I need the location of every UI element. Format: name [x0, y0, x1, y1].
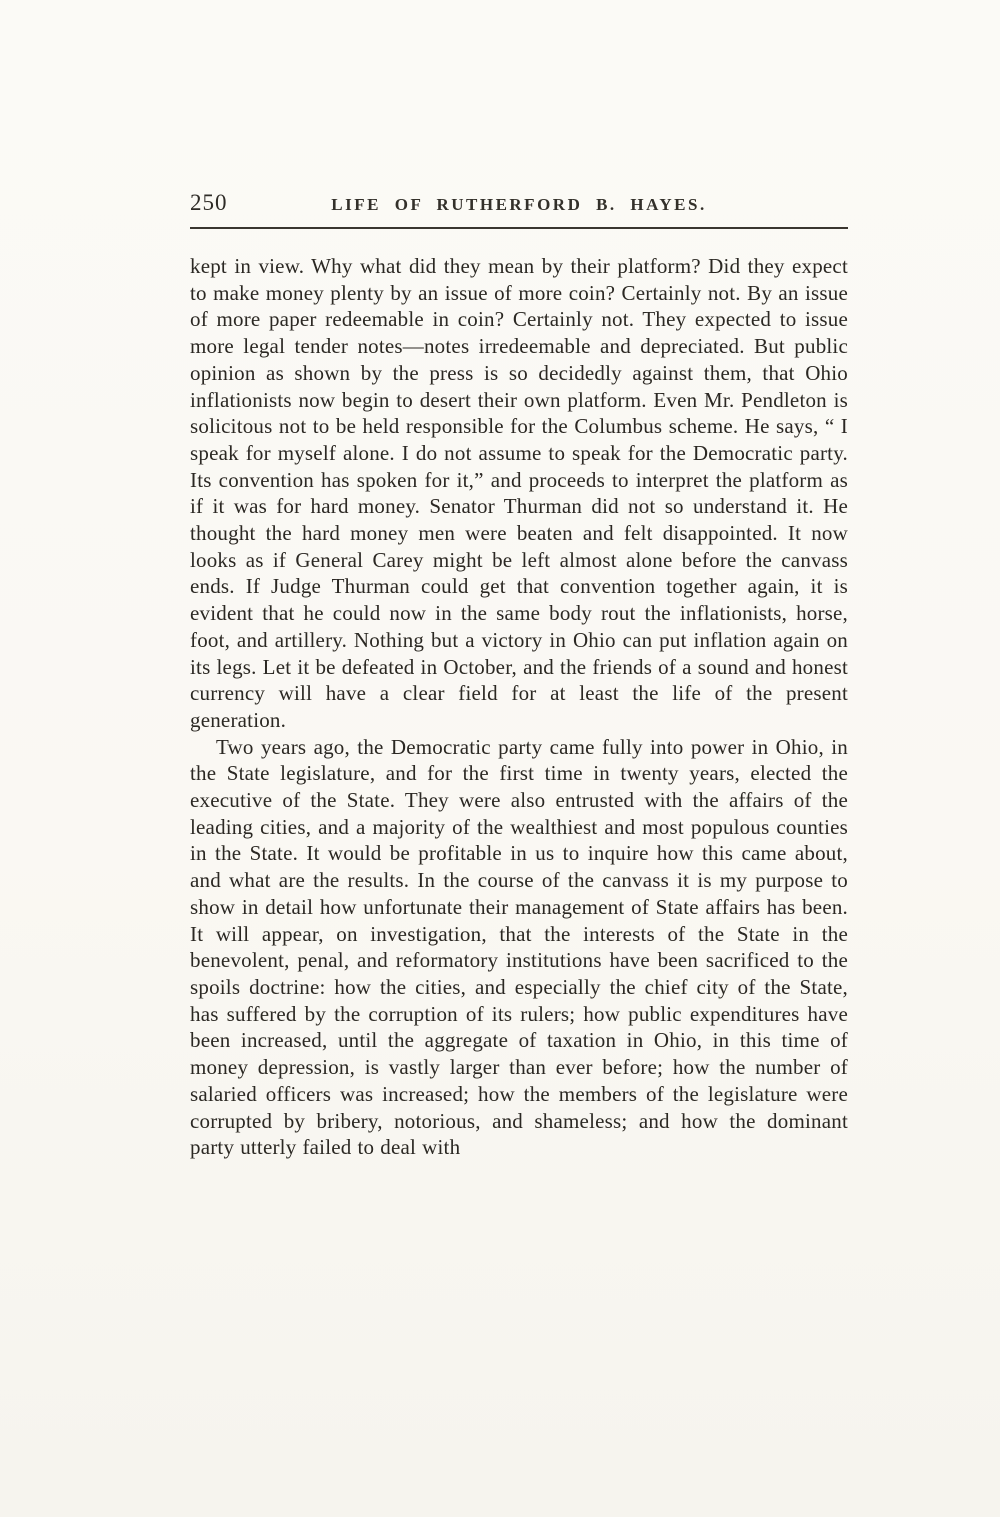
running-header: LIFE OF RUTHERFORD B. HAYES. [331, 195, 707, 214]
paragraph-continuation: kept in view. Why what did they mean by their platform? Did they expect to make money plenty by an issue of more coin? Certainly not. By an issue of more paper redeemable in coin? Certainly not. They expected to issue more legal tender notes—notes irredeemable and depreciated. But public opinion as shown by the press is so decidedly against them, that Ohio inflationists now begin to desert their own platform. Even Mr. Pendleton is solicitous not to be held responsible for the Columbus scheme. He says, “ I speak for myself alone. I do not assume to speak for the Democratic party. Its convention has spoken for it,” and proceeds to interpret the platform as if it was for hard money. Senator Thurman did not so understand it. He thought the hard money men were beaten and felt disappointed. It now looks as if General Carey might be left almost alone before the canvass ends. If Judge Thurman could get that convention together again, it is evident that he could now in the same body rout the inflationists, horse, foot, and artillery. Nothing but a victory in Ohio can put inflation again on its legs. Let it be defeated in October, and the friends of a sound and honest currency will have a clear field for at least the life of the present generation. [190, 254, 848, 732]
body-text [190, 253, 848, 1161]
page-number: 250 [190, 190, 228, 215]
text-block [190, 190, 848, 1161]
paragraph-two-years-ago: Two years ago, the Democratic party came fully into power in Ohio, in the State legislature, and for the first time in twenty years, elected the executive of the State. They were also entrusted with the affairs of the leading cities, and a majority of the wealthiest and most populous counties in the State. It would be profitable in us to inquire how this came about, and what are the results. In the course of the canvass it is my purpose to show in detail how unfortunate their management of State affairs has been. It will appear, on investigation, that the interests of the State in the benevolent, penal, and reformatory institutions have been sacrificed to the spoils doctrine: how the cities, and especially the chief city of the State, has suffered by the corruption of its rulers; how public expenditures have been increased, until the aggregate of taxation in Ohio, in this time of money depression, is vastly larger than ever before; how the number of salaried officers was increased; how the members of the legislature were corrupted by bribery, notorious, and shameless; and how the dominant party utterly failed to deal with [190, 734, 848, 1160]
page-header [190, 190, 848, 224]
header-rule [190, 227, 848, 229]
